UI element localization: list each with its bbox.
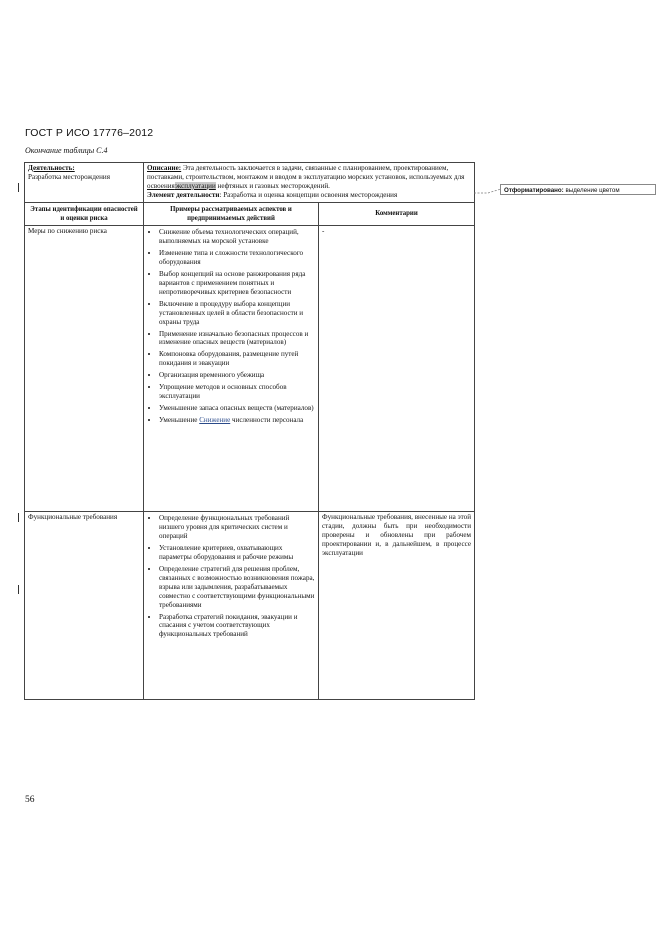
list-item: • Уменьшение запаса опасных веществ (материалов) <box>159 404 315 413</box>
list-item: • Применение изначально безопасных процессов и изменение опасных веществ (материалов) <box>159 330 315 348</box>
list-item: • Разработка стратегий покидания, эвакуации и спасания с учетом соответствующих функциональных требований <box>159 613 315 640</box>
activity-cell <box>25 163 144 203</box>
element-label: Элемент деятельности <box>147 190 220 199</box>
description-text-2: нефтяных и газовых месторождений. <box>215 181 330 190</box>
annotation-text: выделение цветом <box>563 187 620 194</box>
table-caption: Окончание таблицы С.4 <box>25 146 108 155</box>
column-header-comments: Комментарии <box>319 202 475 226</box>
table-row <box>25 512 475 700</box>
comment-cell: - <box>319 226 475 512</box>
list-item-suffix: численности персонала <box>230 415 304 424</box>
actions-list <box>147 514 315 639</box>
table-header-row <box>25 202 475 226</box>
description-label: Описание: <box>147 164 182 172</box>
comment-connector <box>474 185 502 197</box>
document-header: ГОСТ Р ИСО 17776–2012 <box>25 127 154 139</box>
list-item: • Включение в процедуру выбора концепции установленных целей в области безопасности и охраны труда <box>159 300 315 327</box>
description-highlight: эксплуатации <box>174 181 216 190</box>
activity-label: Деятельность: <box>28 164 75 172</box>
list-item: • Организация временного убежища <box>159 371 315 380</box>
risk-table <box>24 162 475 700</box>
stage-cell: Функциональные требования <box>25 512 144 700</box>
change-bar <box>18 585 19 594</box>
actions-cell <box>144 512 319 700</box>
list-item: • Компоновка оборудования, размещение путей покидания и эвакуации <box>159 350 315 368</box>
list-item: • Выбор концепций на основе ранжирования ряда вариантов с применением понятных и непротиворечивых критериев безопасности <box>159 270 315 297</box>
stage-cell: Меры по снижению риска <box>25 226 144 512</box>
list-item: • Снижение объема технологических операций, выполняемых на морской установке <box>159 228 315 246</box>
activity-description-cell <box>144 163 475 203</box>
annotation-label: Отформатировано: <box>504 187 564 194</box>
element-text: : Разработка и оценка концепции освоения месторождения <box>219 190 398 199</box>
change-bar <box>18 513 19 522</box>
comment-cell: Функциональные требования, внесенные на этой стадии, должны быть при необходимости проверены и обновлены при рабочем проектировании и, в дальнейшем, в процессе эксплуатации <box>319 512 475 700</box>
page-number: 56 <box>25 795 35 805</box>
activity-value: Разработка месторождения <box>28 172 110 181</box>
list-item: • Установление критериев, охватывающих параметры оборудования и рабочие режимы <box>159 544 315 562</box>
column-header-stage: Этапы идентификации опасностей и оценки риска <box>25 202 144 226</box>
column-header-actions: Примеры рассматриваемых аспектов и предпринимаемых действий <box>144 202 319 226</box>
activity-row <box>25 163 475 203</box>
list-item: • Упрощение методов и основных способов эксплуатации <box>159 383 315 401</box>
list-item: • Определение стратегий для решения проблем, связанных с возможностью возникновения пожара, взрыва или задымления, разрабатываемых совместно с соответствующими функциональными требованиями <box>159 565 315 610</box>
actions-cell <box>144 226 319 512</box>
description-text-1: Эта деятельность заключается в задачи, связанные с планированием, проектированием, поставками, строительством, монтажом и вводом в эксплуатацию морских установок, используемых для <box>147 164 465 181</box>
list-item-prefix: Уменьшение <box>159 415 200 424</box>
list-item <box>159 416 315 425</box>
list-item: • Определение функциональных требований низшего уровня для критических систем и операций <box>159 514 315 541</box>
actions-list <box>147 228 315 424</box>
table-row <box>25 226 475 512</box>
revision-link[interactable]: Снижение <box>199 415 231 424</box>
format-annotation[interactable] <box>500 184 656 195</box>
change-bar <box>18 183 19 192</box>
list-item: • Изменение типа и сложности технологического оборудования <box>159 249 315 267</box>
description-link[interactable]: освоения <box>147 181 175 190</box>
